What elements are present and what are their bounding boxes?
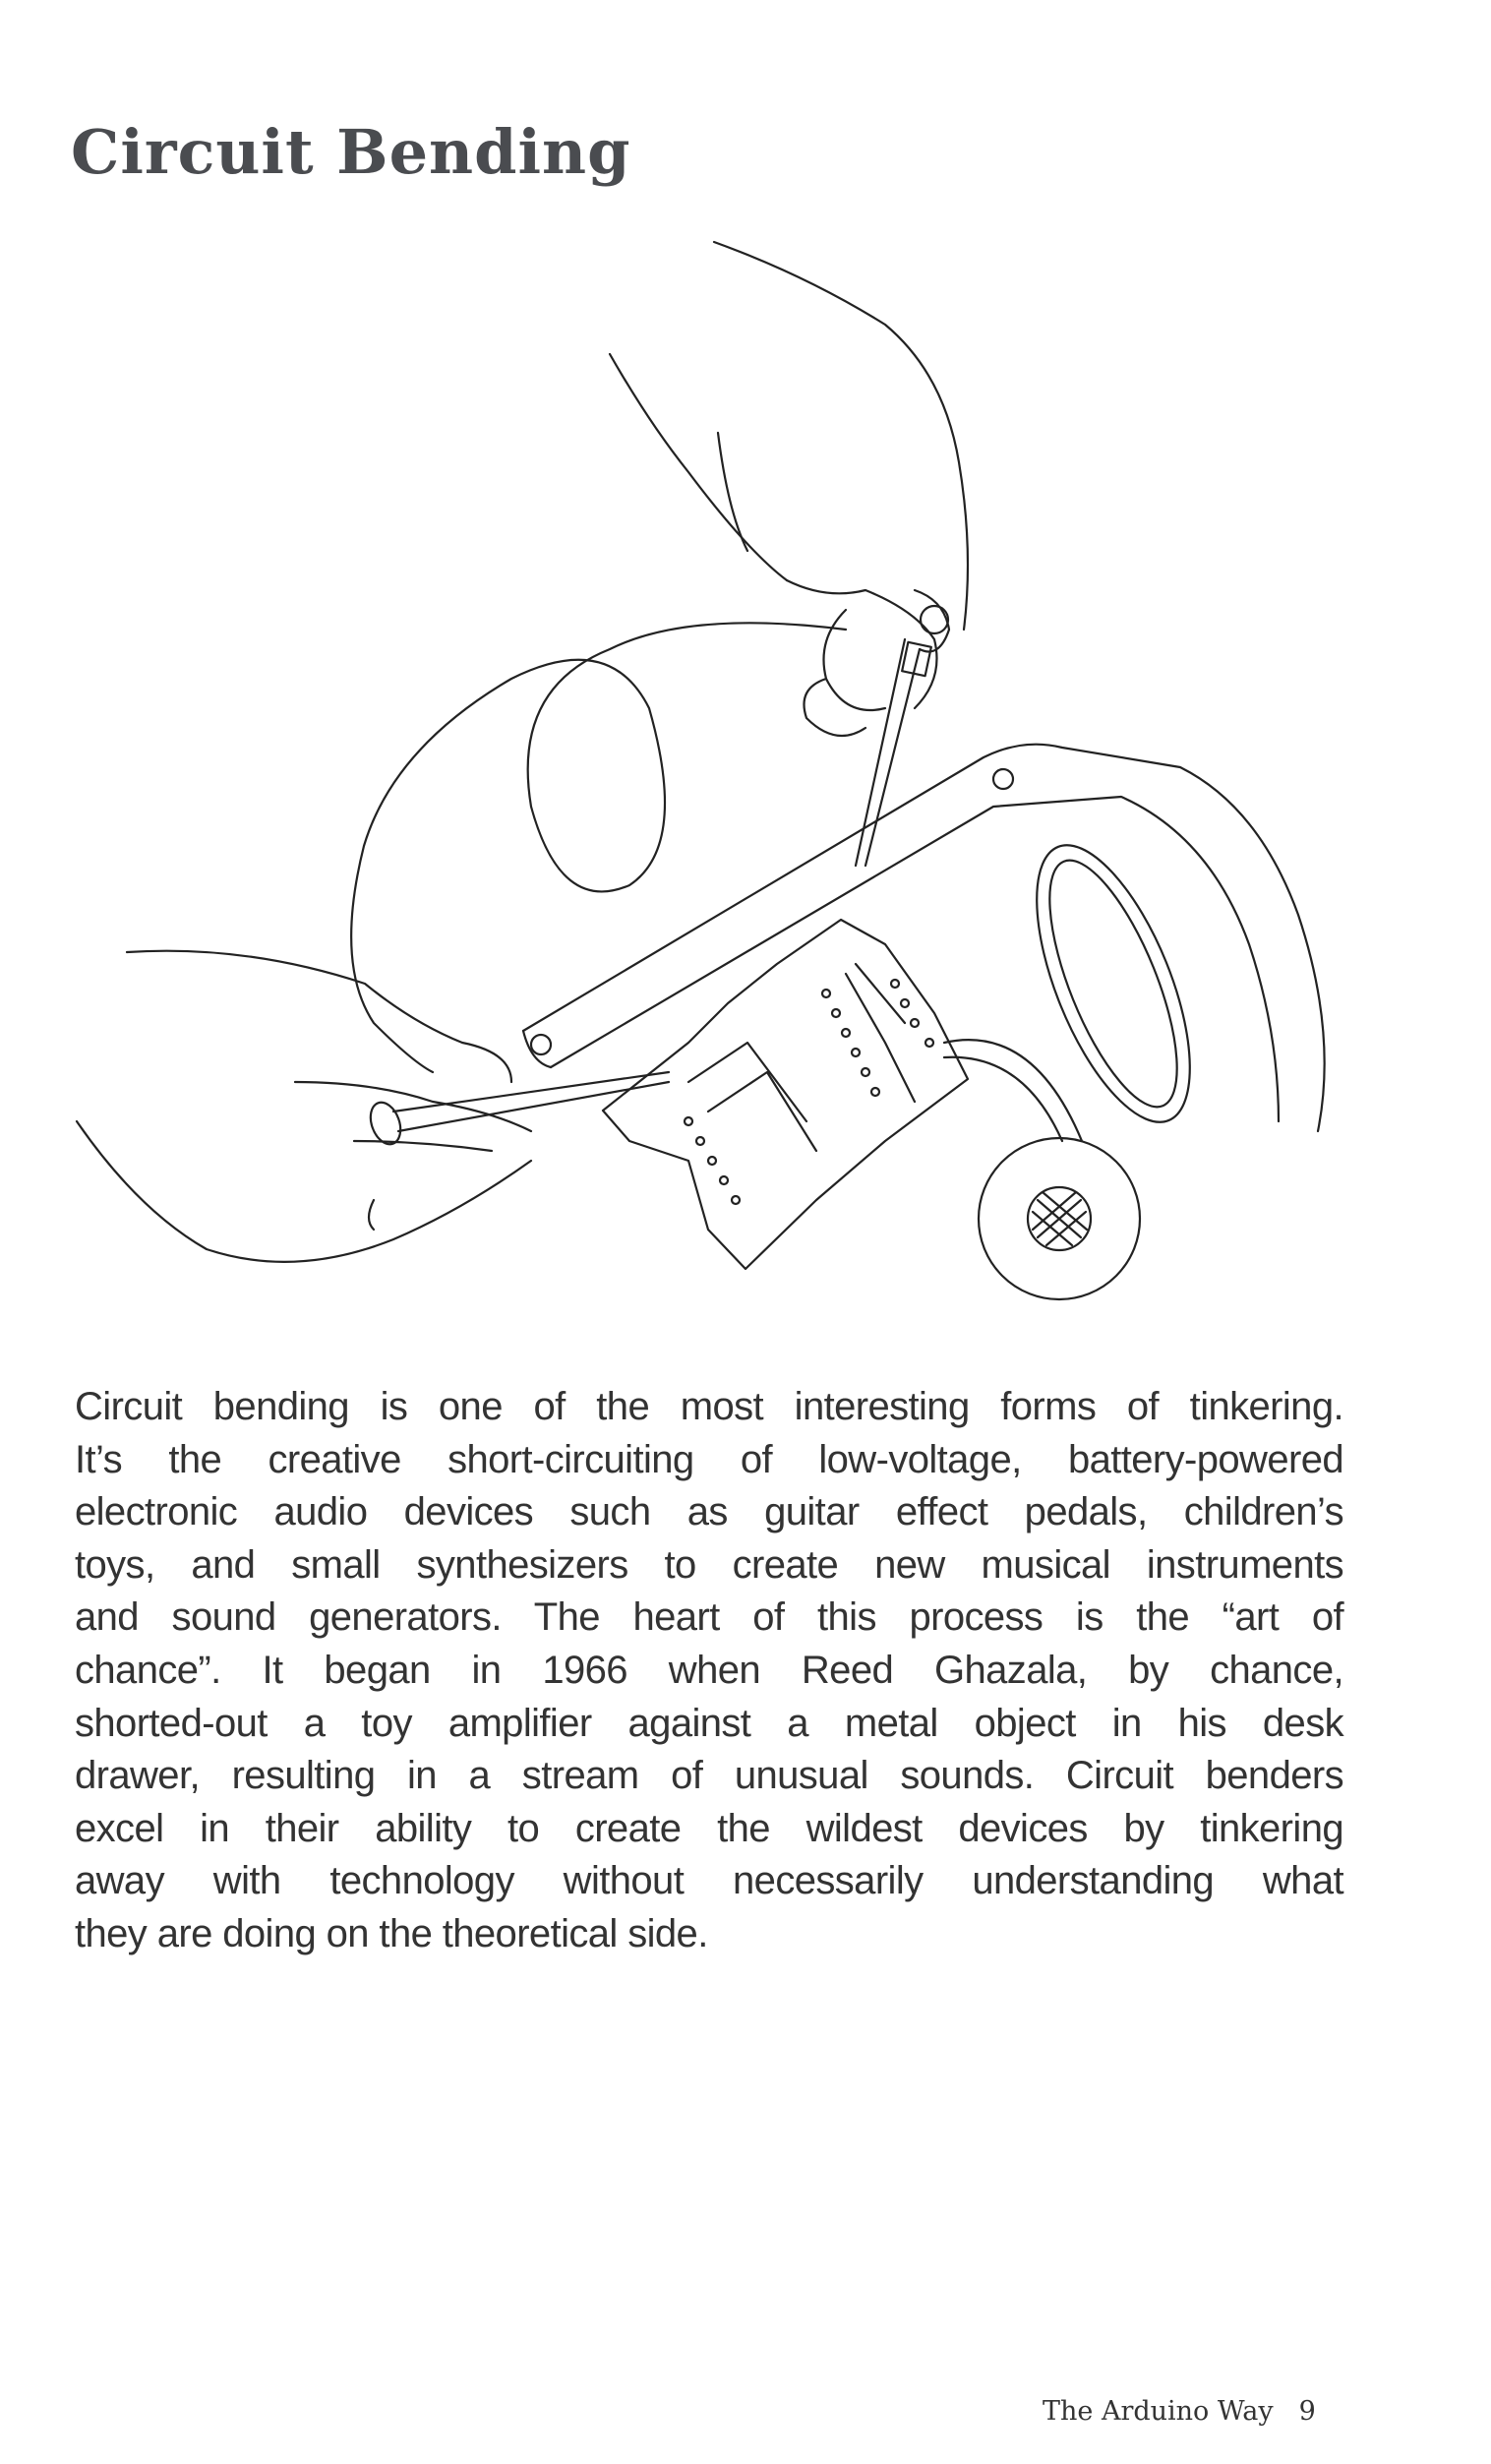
circuit-board-drawing	[603, 920, 968, 1269]
body-line: toys, and small synthesizers to create new musical instruments	[75, 1542, 1343, 1587]
circuit-bending-illustration	[0, 226, 1491, 1328]
body-line: they are doing on the theoretical side.	[75, 1911, 708, 1955]
body-line: drawer, resulting in a stream of unusual sounds. Circuit benders	[75, 1754, 1343, 1798]
running-head: The Arduino Way	[1043, 2396, 1274, 2427]
body-line: shorted-out a toy amplifier against a metal object in his desk	[75, 1701, 1343, 1745]
body-line: It’s the creative short-circuiting of low-voltage, battery-powered	[75, 1437, 1343, 1481]
wire-loop-drawing	[351, 623, 846, 1072]
body-line: and sound generators. The heart of this process is the “art of	[75, 1595, 1343, 1640]
toy-housing-drawing	[523, 745, 1325, 1142]
body-paragraph	[75, 1381, 1343, 1961]
body-line: electronic audio devices such as guitar effect pedals, children’s	[75, 1490, 1343, 1534]
body-line: away with technology without necessarily understanding what	[75, 1859, 1343, 1903]
page-number: 9	[1298, 2396, 1316, 2427]
page-footer	[1043, 2396, 1316, 2427]
speaker-drawing	[944, 1040, 1140, 1299]
body-line: chance”. It began in 1966 when Reed Ghazala, by chance,	[75, 1648, 1343, 1692]
page-title: Circuit Bending	[71, 116, 631, 188]
body-line: excel in their ability to create the wildest devices by tinkering	[75, 1806, 1343, 1850]
body-line: Circuit bending is one of the most interesting forms of tinkering.	[75, 1385, 1343, 1428]
